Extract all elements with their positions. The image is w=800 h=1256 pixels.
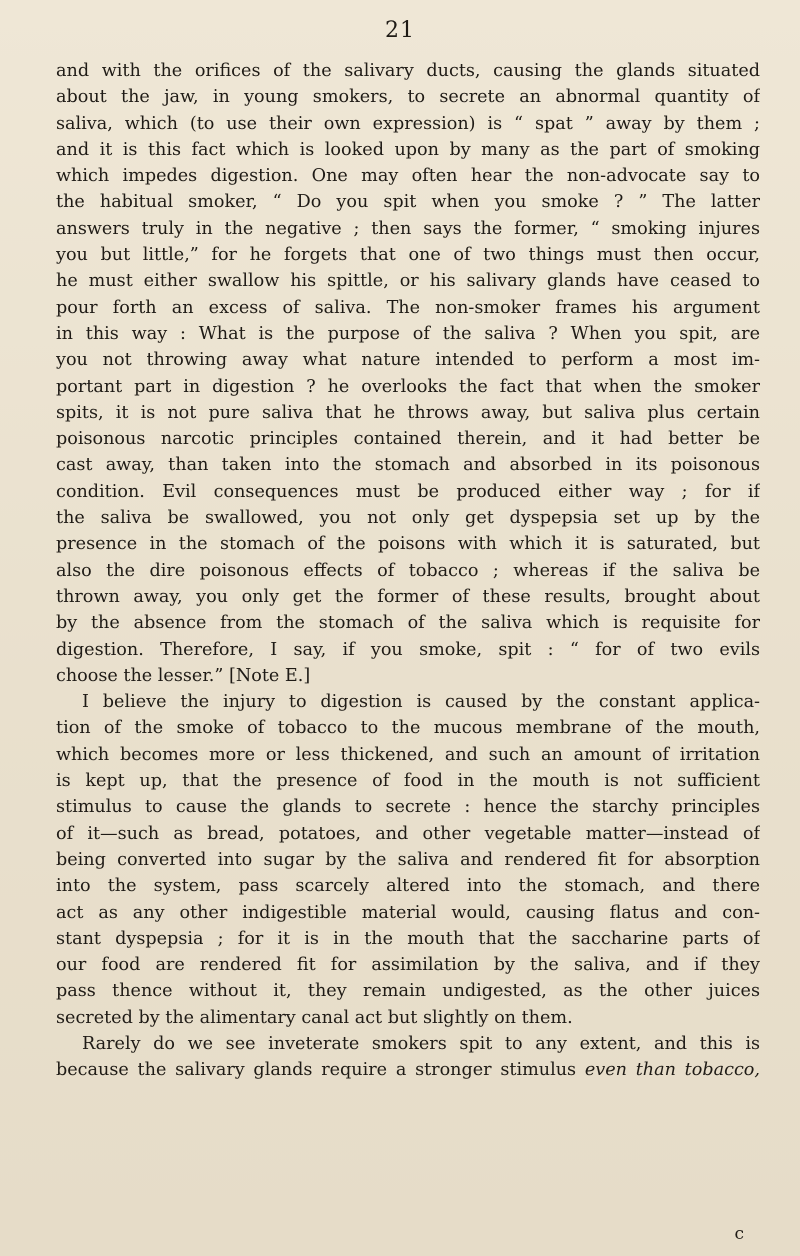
text-line: of it—such as bread, potatoes, and other vegetable matter—instead of (56, 823, 760, 844)
text-line: pour forth an excess of saliva. The non-smoker frames his argument (56, 297, 760, 318)
text-line: secreted by the alimentary canal act but slightly on them. (56, 1007, 573, 1028)
text-line: into the system, pass scarcely altered into the stomach, and there (56, 876, 760, 897)
final-line-italic: even than tobacco, (584, 1060, 760, 1081)
text-line: our food are rendered fit for assimilation by the saliva, and if they (56, 955, 760, 976)
signature-mark: c (734, 1224, 744, 1244)
text-line: he must either swallow his spittle, or his salivary glands have ceased to (56, 271, 760, 292)
text-line-final (56, 1057, 760, 1083)
text-line: spits, it is not pure saliva that he throws away, but saliva plus certain (56, 402, 760, 423)
text-line: choose the lesser.” [Note E.] (56, 665, 311, 686)
text-line: in this way : What is the purpose of the saliva ? When you spit, are (56, 323, 760, 344)
text-line: you not throwing away what nature intended to perform a most im- (56, 350, 760, 371)
text-line: saliva, which (to use their own expression) is “ spat ” away by them ; (56, 113, 760, 134)
text-line: and it is this fact which is looked upon by many as the part of smoking (56, 139, 760, 160)
text-line: and with the orifices of the salivary ducts, causing the glands situated (56, 61, 760, 81)
text-line: poisonous narcotic principles contained therein, and it had better be (56, 429, 760, 450)
text-line: Rarely do we see inveterate smokers spit to any extent, and this is (82, 1033, 760, 1054)
text-line: answers truly in the negative ; then says the former, “ smoking injures (56, 218, 760, 239)
text-line: act as any other indigestible material would, causing flatus and con- (56, 902, 760, 923)
text-line: is kept up, that the presence of food in the mouth is not sufficient (56, 771, 760, 792)
text-line: digestion. Therefore, I say, if you smoke, spit : “ for of two evils (56, 639, 760, 660)
text-line: which impedes digestion. One may often hear the non-advocate say to (56, 166, 760, 187)
text-line: stant dyspepsia ; for it is in the mouth that the saccharine parts of (56, 928, 760, 949)
text-line: also the dire poisonous effects of tobacco ; whereas if the saliva be (56, 560, 760, 581)
text-line: which becomes more or less thickened, and such an amount of irritation (56, 744, 760, 765)
text-line: the habitual smoker, “ Do you spit when you smoke ? ” The latter (56, 192, 760, 213)
text-line: stimulus to cause the glands to secrete : hence the starchy principles (56, 797, 760, 818)
text-line: you but little,” for he forgets that one of two things must then occur, (56, 245, 760, 266)
text-line: by the absence from the stomach of the saliva which is requisite for (56, 613, 760, 634)
text-line: condition. Evil consequences must be produced either way ; for if (56, 481, 760, 502)
text-line: the saliva be swallowed, you not only get dyspepsia set up by the (56, 508, 760, 529)
text-line: thrown away, you only get the former of these results, brought about (56, 586, 760, 607)
final-line-plain: because the salivary glands require a stronger stimulus (56, 1060, 585, 1081)
page-number: 21 (385, 18, 415, 43)
text-line: about the jaw, in young smokers, to secrete an abnormal quantity of (56, 87, 760, 108)
text-line: tion of the smoke of tobacco to the mucous membrane of the mouth, (56, 718, 760, 739)
body-text (56, 58, 760, 1084)
text-line: portant part in digestion ? he overlooks the fact that when the smoker (56, 376, 760, 397)
text-line: being converted into sugar by the saliva and rendered fit for absorption (56, 849, 760, 870)
text-line: cast away, than taken into the stomach and absorbed in its poisonous (56, 455, 760, 476)
text-line: pass thence without it, they remain undigested, as the other juices (56, 981, 760, 1002)
text-line: presence in the stomach of the poisons with which it is saturated, but (56, 534, 760, 555)
text-line: I believe the injury to digestion is caused by the constant applica- (82, 692, 760, 713)
